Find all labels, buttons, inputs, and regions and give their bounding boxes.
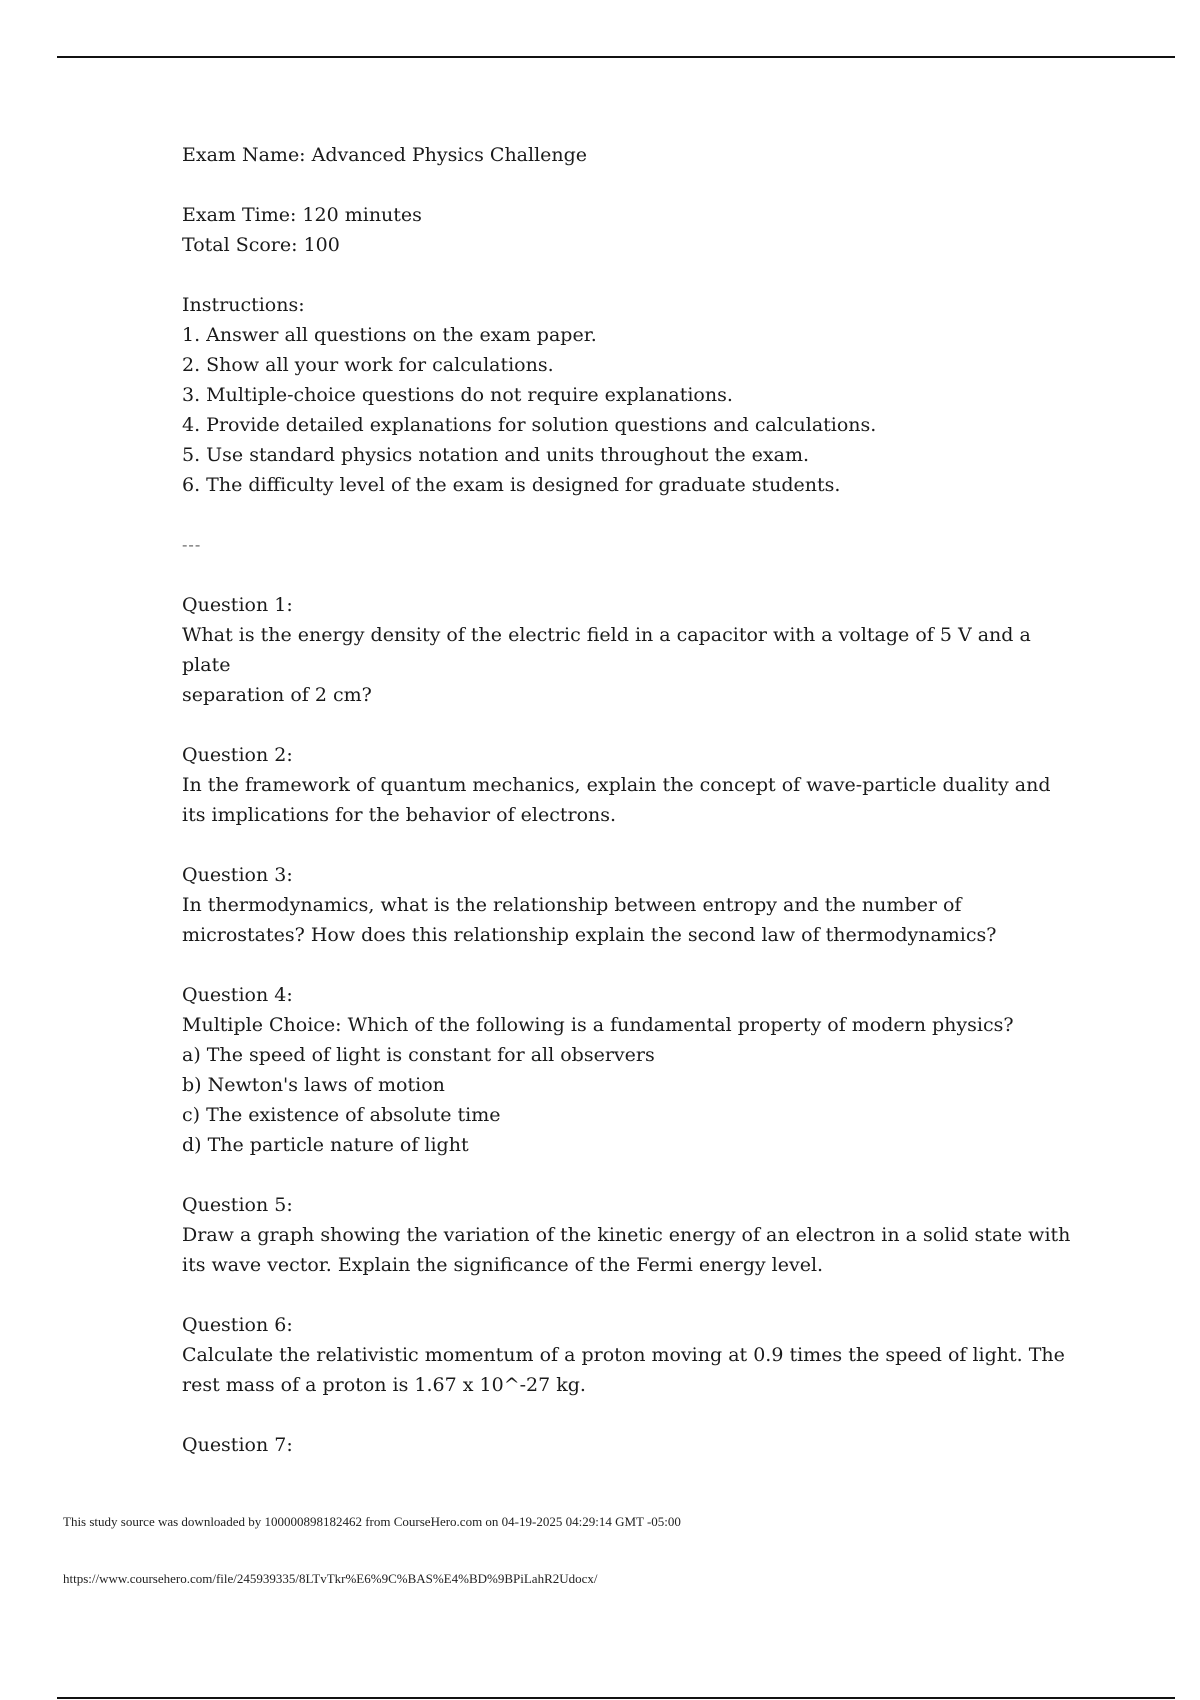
exam-document <box>182 140 1082 1460</box>
total-score: Total Score: 100 <box>182 234 340 256</box>
instruction-item: 2. Show all your work for calculations. <box>182 354 554 376</box>
question-text-line: What is the energy density of the electric field in a capacitor with a voltage of 5 V and a plate <box>182 624 1031 676</box>
instruction-item: 5. Use standard physics notation and units throughout the exam. <box>182 444 810 466</box>
question-block <box>182 860 1082 950</box>
exam-name: Exam Name: Advanced Physics Challenge <box>182 144 588 166</box>
question-text-line: separation of 2 cm? <box>182 684 372 706</box>
top-rule <box>57 56 1175 58</box>
question-title: Question 4: <box>182 984 293 1006</box>
question-text-line: its wave vector. Explain the significance of the Fermi energy level. <box>182 1254 824 1276</box>
question-text-line: Multiple Choice: Which of the following is a fundamental property of modern physics? <box>182 1014 1014 1036</box>
question-block <box>182 1190 1082 1280</box>
question-text-line: microstates? How does this relationship explain the second law of thermodynamics? <box>182 924 997 946</box>
question-block <box>182 980 1082 1160</box>
choice-option: d) The particle nature of light <box>182 1134 469 1156</box>
exam-time: Exam Time: 120 minutes <box>182 204 422 226</box>
source-url[interactable]: https://www.coursehero.com/file/245939335/8LTvTkr%E6%9C%BAS%E4%BD%9BPiLahR2Udocx/ <box>63 1571 598 1586</box>
question-text-line: In thermodynamics, what is the relationship between entropy and the number of <box>182 894 962 916</box>
question-title: Question 2: <box>182 744 293 766</box>
choice-option: a) The speed of light is constant for all observers <box>182 1044 655 1066</box>
instruction-item: 6. The difficulty level of the exam is designed for graduate students. <box>182 474 841 496</box>
question-text-line: Draw a graph showing the variation of the kinetic energy of an electron in a solid state with <box>182 1224 1071 1246</box>
section-separator: --- <box>182 535 202 554</box>
instruction-item: 4. Provide detailed explanations for solution questions and calculations. <box>182 414 877 436</box>
question-title: Question 6: <box>182 1314 293 1336</box>
question-title: Question 7: <box>182 1434 293 1456</box>
question-text-line: its implications for the behavior of electrons. <box>182 804 617 826</box>
question-text-line: Calculate the relativistic momentum of a proton moving at 0.9 times the speed of light. The <box>182 1344 1065 1366</box>
question-block <box>182 590 1082 710</box>
question-title: Question 3: <box>182 864 293 886</box>
question-block <box>182 1430 1082 1460</box>
bottom-rule <box>57 1697 1175 1699</box>
question-block <box>182 1310 1082 1400</box>
instruction-item: 1. Answer all questions on the exam paper. <box>182 324 597 346</box>
question-title: Question 1: <box>182 594 293 616</box>
choice-option: b) Newton's laws of motion <box>182 1074 445 1096</box>
question-text-line: rest mass of a proton is 1.67 x 10^-27 kg. <box>182 1374 586 1396</box>
download-notice: This study source was downloaded by 100000898182462 from CourseHero.com on 04-19-2025 04:29:14 GMT -05:00 <box>63 1514 681 1529</box>
instruction-item: 3. Multiple-choice questions do not require explanations. <box>182 384 733 406</box>
instructions-title: Instructions: <box>182 294 305 316</box>
question-block <box>182 740 1082 830</box>
question-text-line: In the framework of quantum mechanics, explain the concept of wave-particle duality and <box>182 774 1051 796</box>
choice-option: c) The existence of absolute time <box>182 1104 501 1126</box>
question-title: Question 5: <box>182 1194 293 1216</box>
